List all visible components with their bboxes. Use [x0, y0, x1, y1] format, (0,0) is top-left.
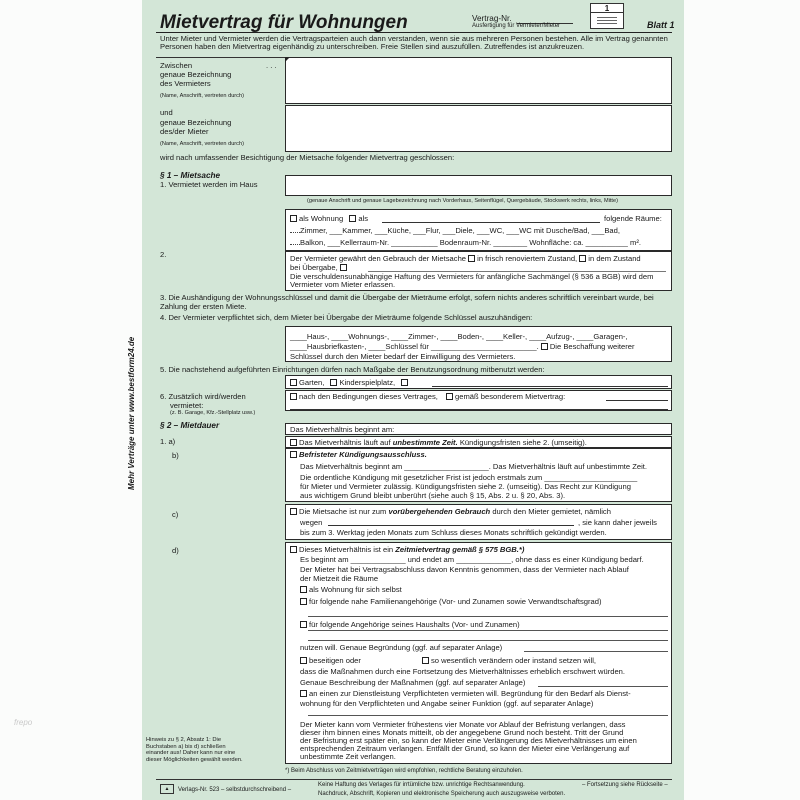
condition-box	[285, 251, 672, 291]
option-a-box	[285, 436, 672, 448]
option-d-line1: Dieses Mietverhältnis ist ein Zeitmietvertrag gemäß § 575 BGB.*)	[290, 545, 524, 554]
rooms-line2: Zimmer, ___Kammer, ___Küche, ___Flur, ___Diele, ___WC, ___WC mit Dusche/Bad, ___Bad,	[290, 226, 620, 235]
label-1a: 1. a)	[160, 437, 176, 446]
same-terms-checkbox[interactable]	[290, 393, 297, 400]
landlord-field[interactable]	[285, 57, 672, 104]
rooms-line1-end: folgende Räume:	[604, 214, 662, 223]
tenant-label-1: genaue Bezeichnung	[160, 118, 232, 127]
tenant-hint: (Name, Anschrift, vertreten durch)	[160, 141, 244, 147]
option-b-line1: Das Mietverhältnis beginnt am ____________________. Das Mietverhältnis läuft auf unbestimmte Zeit.	[300, 462, 647, 471]
option-c-box	[285, 504, 672, 540]
tenant-field[interactable]	[285, 105, 672, 152]
garden-checkbox[interactable]	[290, 379, 297, 386]
option-d-measures2: Genaue Beschreibung der Maßnahmen (ggf. auf separater Anlage)	[300, 678, 526, 687]
option-d-family: für folgende nahe Familienangehörige (Vor- und Zunamen sowie Verwandtschaftsgrad)	[300, 597, 602, 606]
liability-note: Keine Haftung des Verlages für irrtümliche bzw. unrichtige Rechtsanwendung.	[318, 782, 525, 788]
between-label: Zwischen	[160, 61, 193, 70]
option-d-line4: der Mietzeit die Räume	[300, 574, 379, 583]
option-a-text: Das Mietverhältnis läuft auf unbestimmte Zeit. Kündigungsfristen siehe 2. (umseitig).	[290, 438, 587, 447]
s1-item2-label: 2.	[160, 250, 167, 259]
option-d-service: an einen zur Dienstleistung Verpflichteten vermieten will. Begründung für den Bedarf als Dienst-	[300, 689, 631, 698]
s1-item1: 1. Vermietet werden im Haus	[160, 180, 258, 189]
family-checkbox[interactable]	[300, 598, 307, 605]
keys-line1: ____Haus-, ____Wohnungs-, ____Zimmer-, ____Boden-, ____Keller-, ____Aufzug-, ____Garagen-,	[290, 332, 628, 341]
sheet-label: Blatt 1	[647, 20, 675, 30]
handover-checkbox[interactable]	[340, 264, 347, 271]
conclusion-text: wird nach umfassender Besichtigung der Mietsache folgender Mietvertrag geschlossen:	[160, 153, 455, 162]
s1-title: § 1 – Mietsache	[160, 171, 221, 180]
option-b-title: Befristeter Kündigungsausschluss.	[290, 450, 427, 459]
option-d-final3: der Befristung erst später ein, so kann der Mieter eine Verlängerung des Mietverhältnisses um einen	[300, 736, 637, 745]
option-d-remove: beseitigen oder	[300, 656, 361, 665]
tenant-label-2: des/der Mieter	[160, 127, 209, 136]
option-b-checkbox[interactable]	[290, 451, 297, 458]
other-facility-checkbox[interactable]	[401, 379, 408, 386]
rooms-line1: als Wohnung als	[290, 214, 368, 223]
copy-label: Ausfertigung für Vermieter/Mieter	[472, 23, 561, 29]
alter-checkbox[interactable]	[422, 657, 429, 664]
additional-rental-box	[285, 390, 672, 411]
continued-note: – Fortsetzung siehe Rückseite –	[582, 782, 668, 788]
page-title: Mietvertrag für Wohnungen	[160, 12, 408, 33]
footnote: *) Beim Abschluss von Zeitmietverträgen wird empfohlen, rechtliche Beratung einzuholen.	[285, 768, 523, 774]
and-label: und	[160, 108, 173, 117]
facilities-line: Garten, Kinderspielplatz,	[290, 378, 410, 387]
option-d-final1: Der Mieter kann vom Vermieter frühestens vier Monate vor Ablauf der Befristung verlangen, dass	[300, 720, 626, 729]
option-a-checkbox[interactable]	[290, 439, 297, 446]
house-address-field[interactable]	[285, 175, 672, 196]
s1-item6-2: vermietet:	[170, 401, 204, 410]
liability-text: Die verschuldensunabhängige Haftung des Vermieters für anfängliche Sachmängel (§ 536 a BGB) wird dem Vermieter vom Mieter erlassen.	[290, 272, 654, 290]
rooms-box	[285, 209, 672, 251]
additional-line: nach den Bedingungen dieses Vertrages, gemäß besonderem Mietvertrag:	[290, 392, 565, 401]
own-use-checkbox[interactable]	[300, 586, 307, 593]
keys-line3: Schlüssel durch den Mieter bedarf der Einwilligung des Vermieters.	[290, 352, 516, 361]
option-d-final5: unbestimmte Zeit verlangen.	[300, 752, 396, 761]
s1-item5: 5. Die nachstehend aufgeführten Einrichtungen dürfen nach Maßgabe der Benutzungsordnung mitbenutzt werden:	[160, 365, 545, 374]
separate-contract-checkbox[interactable]	[446, 393, 453, 400]
other-use-checkbox[interactable]	[349, 215, 356, 222]
as-is-checkbox[interactable]	[579, 255, 586, 262]
begin-date-label: Das Mietverhältnis beginnt am:	[290, 425, 395, 434]
side-note: Mehr Verträge unter www.bestform24.de	[127, 336, 136, 490]
keys-line2: ____Hausbriefkasten-, ____Schlüssel für _________________________. Die Beschaffung weiterer	[290, 342, 635, 351]
option-d-line3: Der Mieter hat bei Vertragsabschluss davon Kenntnis genommen, dass der Vermieter nach Ablauf	[300, 565, 629, 574]
option-d-alter: so wesentlich verändern oder instand setzen will,	[422, 656, 596, 665]
option-b-line4: aus wichtigem Grund bleibt unberührt (siehe auch § 15, Abs. 2 u. § 20, Abs. 3).	[300, 491, 566, 500]
option-c-line3: bis zum 3. Werktag jeden Monats zum Schluss dieses Monats schriftlich gekündigt werden.	[300, 528, 607, 537]
option-d-use: nutzen will. Genaue Begründung (ggf. auf separater Anlage)	[300, 643, 503, 652]
corner-mark-icon	[285, 57, 290, 62]
watermark: frepo	[14, 718, 33, 727]
option-d-own-use: als Wohnung für sich selbst	[300, 585, 402, 594]
service-checkbox[interactable]	[300, 690, 307, 697]
option-d-household: für folgende Angehörige seines Haushalts (Vor- und Zunamen)	[300, 620, 520, 629]
begin-date-field[interactable]	[285, 423, 672, 435]
s2-title: § 2 – Mietdauer	[160, 421, 220, 430]
apartment-checkbox[interactable]	[290, 215, 297, 222]
s1-item3: 3. Die Aushändigung der Wohnungsschlüssel und damit die Übergabe der Mieträume erfolgt, sofern nichts anderes schriftlich vereinbart wurde, bei Zahlung der ersten Miete.	[160, 293, 654, 311]
s1-item6-1: 6. Zusätzlich wird/werden	[160, 392, 246, 401]
option-c-line2b: , sie kann daher jeweils	[578, 518, 657, 527]
option-d-box	[285, 542, 672, 764]
hint-note: Hinweis zu § 2, Absatz 1: Die Buchstaben a) bis d) schließen einander aus! Daher kann nur eine dieser Möglichkeiten gewählt werden.	[146, 737, 243, 763]
option-d-final2: dieser ihm binnen eines Monats mitteilt, ob der angegebene Grund noch besteht. Tritt der Grund	[300, 728, 624, 737]
option-c-checkbox[interactable]	[290, 508, 297, 515]
label-c: c)	[172, 510, 179, 519]
option-d-measures1: dass die Maßnahmen durch eine Fortsetzung des Mietverhältnisses erheblich erschwert würden.	[300, 667, 626, 676]
facilities-box	[285, 375, 672, 389]
contract-no-label: Vertrag-Nr.	[472, 14, 512, 23]
option-c-line1: Die Mietsache ist nur zum vorübergehenden Gebrauch durch den Mieter gemietet, nämlich	[290, 507, 611, 516]
s1-item4: 4. Der Vermieter verpflichtet sich, dem Mieter bei Übergabe der Mieträume folgende Schlüssel auszuhändigen:	[160, 313, 533, 322]
landlord-label-2: des Vermieters	[160, 79, 211, 88]
playground-checkbox[interactable]	[330, 379, 337, 386]
renovated-checkbox[interactable]	[468, 255, 475, 262]
option-b-line2: Die ordentliche Kündigung mit gesetzlicher Frist ist jedoch erstmals zum ______________________	[300, 473, 638, 482]
extra-keys-checkbox[interactable]	[541, 343, 548, 350]
option-c-line2a: wegen	[300, 518, 323, 527]
option-b-line3: für Mieter und Vermieter zulässig. Kündigungsfristen siehe 2. (umseitig). Das Recht zur Kündigung	[300, 482, 631, 491]
dots: . . .	[266, 61, 277, 70]
copy-stamp-icon: 1	[590, 3, 624, 29]
form-sheet	[142, 0, 684, 800]
option-b-box	[285, 448, 672, 502]
rooms-line3: Balkon, ___Kellerraum-Nr. ___________ Bodenraum-Nr. ________ Wohnfläche: ca. __________ m².	[290, 238, 641, 247]
option-d-line2: Es beginnt am _____________ und endet am _____________, ohne dass es einer Kündigung bedarf.	[300, 555, 644, 564]
condition-line1: Der Vermieter gewährt den Gebrauch der Mietsache in frisch renoviertem Zustand, in dem Zustand	[290, 254, 641, 263]
house-address-hint: (genaue Anschrift und genaue Lagebezeichnung nach Vorderhaus, Seitenflügel, Quergebäude, Stockwerk rechts, links, Mitte)	[307, 198, 618, 204]
option-d-checkbox[interactable]	[290, 546, 297, 553]
remove-checkbox[interactable]	[300, 657, 307, 664]
household-checkbox[interactable]	[300, 621, 307, 628]
order-number: Verlags-Nr. 523 – selbstdurchschreibend –	[178, 787, 292, 793]
option-d-service2: wohnung für den Verpflichteten und Angabe seiner Funktion (ggf. auf separater Anlage)	[300, 699, 594, 708]
keys-box	[285, 326, 672, 362]
landlord-hint: (Name, Anschrift, vertreten durch)	[160, 93, 244, 99]
intro-text: Unter Mieter und Vermieter werden die Vertragsparteien auch dann verstanden, wenn sie aus mehreren Personen bestehen. Alle im Vertrag genannten Personen haben den Mietvertrag eigenhändig zu unterschreiben. Freie Stellen sind auszufüllen. Zutreffendes ist anzukreuzen.	[160, 34, 668, 52]
copyright-note: Nachdruck, Abschrift, Kopieren und elektronische Speicherung auch auszugsweise verboten.	[318, 791, 566, 797]
landlord-label-1: genaue Bezeichnung	[160, 70, 232, 79]
publisher-logo-icon: ▲	[160, 784, 174, 794]
s1-item6-hint: (z. B. Garage, Kfz.-Stellplatz usw.)	[170, 410, 256, 416]
label-d: d)	[172, 546, 179, 555]
label-b: b)	[172, 451, 179, 460]
condition-line2: bei Übergabe,	[290, 263, 349, 272]
option-d-final4: entsprechenden Zeitraum verlangen. Entfällt der Grund, so kann der Mieter eine Verlängerung auf	[300, 744, 630, 753]
